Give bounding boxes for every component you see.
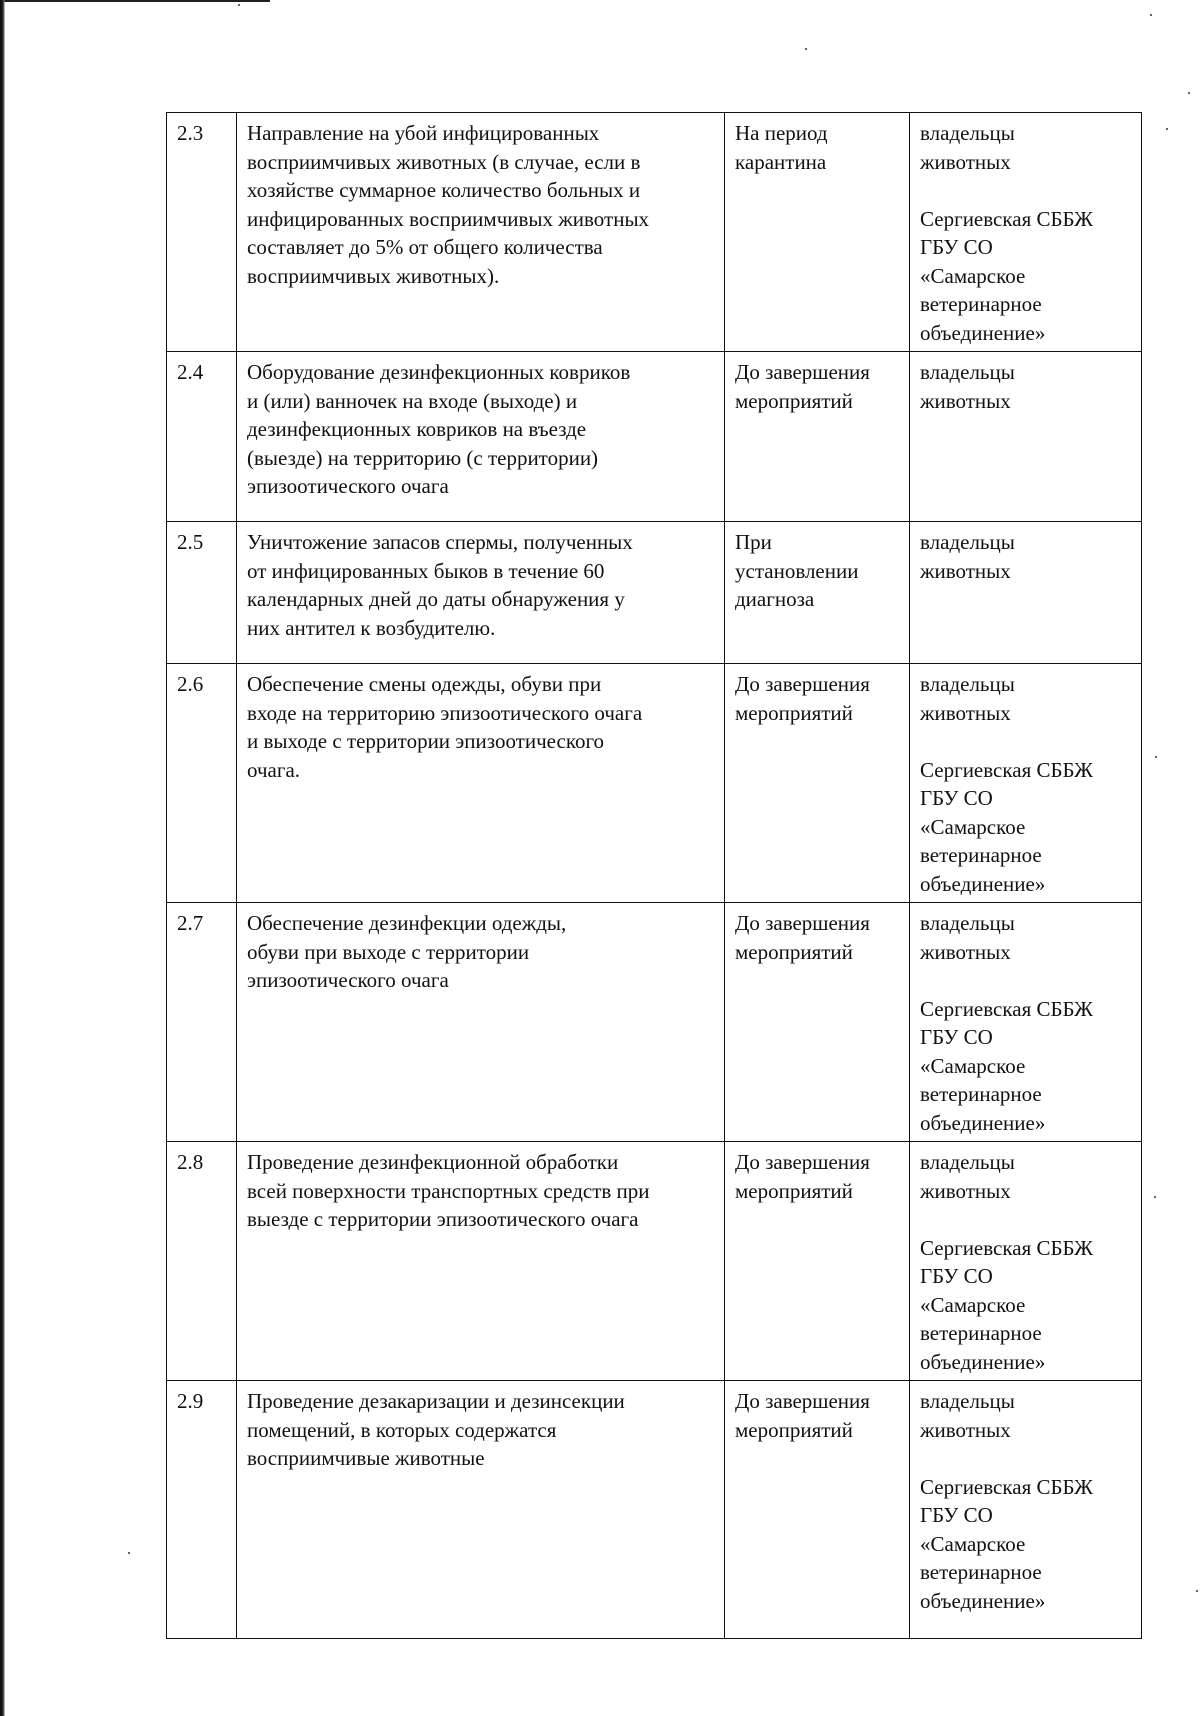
cell-text-line: них антител к возбудителю. [247,615,496,640]
cell-text-line: До завершения [735,911,870,935]
cell-text-line: владельцы [920,1150,1015,1174]
deadline-cell [725,113,910,352]
cell-text-line: помещений, в которых содержатся [247,1417,557,1442]
cell-text-line: животных [920,1178,1011,1203]
cell-text-line: До завершения [735,672,870,696]
deadline-cell [725,1381,910,1639]
cell-text-line: дезинфекционных ковриков на въезде [247,417,587,441]
row-number: 2.9 [167,1381,237,1639]
cell-text-line: составляет до 5% от общего количества [247,235,603,259]
cell-text-line: и (или) ванночек на входе (выходе) и [247,388,578,413]
scan-speck [1166,128,1168,130]
cell-text-line: мероприятий [735,700,853,725]
cell-text-line: Проведение дезинфекционной обработки [247,1150,619,1174]
cell-text-line: хозяйстве суммарное количество больных и [247,178,641,202]
cell-text-line: ветеринарное [920,1321,1042,1345]
cell-text-line: и выходе с территории эпизоотического [247,729,605,753]
scan-speck [805,48,807,50]
cell-text-line: Сергиевская СББЖ [920,996,1093,1021]
measures-table [166,112,1142,1639]
cell-text-line: восприимчивые животные [247,1446,485,1470]
table-row [167,113,1142,352]
cell-text-line: восприимчивых животных). [247,263,500,288]
cell-text-line: мероприятий [735,939,853,964]
responsible-cell [910,1142,1142,1381]
cell-text-line: объединение» [920,1349,1046,1374]
cell-text-line: животных [920,149,1011,174]
cell-text-line: эпизоотического очага [247,474,449,498]
measure-cell [237,664,725,903]
cell-text-line: До завершения [735,1389,870,1413]
cell-text-line: Направление на убой инфицированных [247,121,600,145]
cell-text-line: всей поверхности транспортных средств при [247,1178,650,1203]
cell-text-line: Обеспечение дезинфекции одежды, [247,911,567,935]
cell-text-line: ветеринарное [920,843,1042,867]
scan-speck [1155,756,1157,758]
measure-cell [237,1142,725,1381]
cell-text-line: Уничтожение запасов спермы, полученных [247,530,633,554]
cell-text-line: ветеринарное [920,292,1042,316]
cell-text-line: мероприятий [735,388,853,413]
cell-text-line: объединение» [920,1588,1046,1613]
cell-text-line: животных [920,558,1011,583]
scan-speck [1188,92,1190,94]
cell-text-line: животных [920,939,1011,964]
scan-edge-top [0,0,270,2]
cell-text-line: При [735,530,772,554]
scan-speck [1154,1196,1156,1198]
responsible-cell [910,113,1142,352]
cell-text-line: На период [735,121,828,145]
scan-speck [238,4,240,6]
cell-text-line: До завершения [735,1150,870,1174]
cell-text-line: диагноза [735,587,815,611]
row-number: 2.6 [167,664,237,903]
cell-text-line: «Самарское [920,1292,1026,1317]
scan-speck [1196,1590,1198,1592]
measure-cell [237,352,725,522]
cell-text-line: Сергиевская СББЖ [920,1235,1093,1260]
cell-text-line: ГБУ СО [920,235,993,259]
row-number: 2.4 [167,352,237,522]
cell-text-line: Проведение дезакаризации и дезинсекции [247,1389,625,1413]
table-row [167,1142,1142,1381]
table-row [167,352,1142,522]
row-number: 2.7 [167,903,237,1142]
blank-line [920,1444,1133,1473]
blank-line [920,1205,1133,1234]
cell-text-line: ГБУ СО [920,1503,993,1527]
cell-text-line: карантина [735,149,827,174]
cell-text-line: ветеринарное [920,1560,1042,1584]
cell-text-line: Обеспечение смены одежды, обуви при [247,672,602,696]
measure-cell [237,1381,725,1639]
responsible-cell [910,664,1142,903]
cell-text-line: владельцы [920,911,1015,935]
table-row [167,664,1142,903]
responsible-cell [910,1381,1142,1639]
measure-cell [237,522,725,664]
deadline-cell [725,664,910,903]
table-row [167,903,1142,1142]
cell-text-line: объединение» [920,871,1046,896]
cell-text-line: обуви при выходе с территории [247,939,530,964]
cell-text-line: Сергиевская СББЖ [920,757,1093,782]
measure-cell [237,113,725,352]
cell-text-line: Сергиевская СББЖ [920,1474,1093,1499]
row-number: 2.3 [167,113,237,352]
row-number: 2.8 [167,1142,237,1381]
cell-text-line: установлении [735,558,859,583]
deadline-cell [725,1142,910,1381]
cell-text-line: объединение» [920,1110,1046,1135]
cell-text-line: владельцы [920,121,1015,145]
cell-text-line: от инфицированных быков в течение 60 [247,558,605,583]
responsible-cell [910,352,1142,522]
scan-speck [128,1552,130,1554]
cell-text-line: До завершения [735,360,870,384]
cell-text-line: ГБУ СО [920,1264,993,1288]
cell-text-line: очага. [247,757,301,782]
deadline-cell [725,903,910,1142]
blank-line [920,176,1133,205]
responsible-cell [910,903,1142,1142]
cell-text-line: владельцы [920,530,1015,554]
cell-text-line: «Самарское [920,263,1026,288]
cell-text-line: животных [920,388,1011,413]
cell-text-line: «Самарское [920,1531,1026,1556]
cell-text-line: объединение» [920,320,1046,345]
deadline-cell [725,522,910,664]
table-row [167,522,1142,664]
cell-text-line: владельцы [920,672,1015,696]
cell-text-line: владельцы [920,1389,1015,1413]
row-number: 2.5 [167,522,237,664]
scan-edge-left [0,0,5,1716]
blank-line [920,966,1133,995]
cell-text-line: календарных дней до даты обнаружения у [247,587,625,611]
cell-text-line: инфицированных восприимчивых животных [247,206,650,231]
cell-text-line: Оборудование дезинфекционных ковриков [247,360,631,384]
cell-text-line: входе на территорию эпизоотического очага [247,700,643,725]
cell-text-line: мероприятий [735,1178,853,1203]
cell-text-line: (выезде) на территорию (с территории) [247,445,599,470]
cell-text-line: выезде с территории эпизоотического очага [247,1207,639,1231]
cell-text-line: ветеринарное [920,1082,1042,1106]
cell-text-line: «Самарское [920,1053,1026,1078]
responsible-cell [910,522,1142,664]
cell-text-line: ГБУ СО [920,1025,993,1049]
blank-line [920,727,1133,756]
cell-text-line: ГБУ СО [920,786,993,810]
scan-speck [1150,14,1152,16]
table-row [167,1381,1142,1639]
cell-text-line: мероприятий [735,1417,853,1442]
cell-text-line: животных [920,700,1011,725]
cell-text-line: животных [920,1417,1011,1442]
deadline-cell [725,352,910,522]
measure-cell [237,903,725,1142]
cell-text-line: «Самарское [920,814,1026,839]
cell-text-line: эпизоотического очага [247,968,449,992]
cell-text-line: владельцы [920,360,1015,384]
cell-text-line: Сергиевская СББЖ [920,206,1093,231]
cell-text-line: восприимчивых животных (в случае, если в [247,149,641,174]
